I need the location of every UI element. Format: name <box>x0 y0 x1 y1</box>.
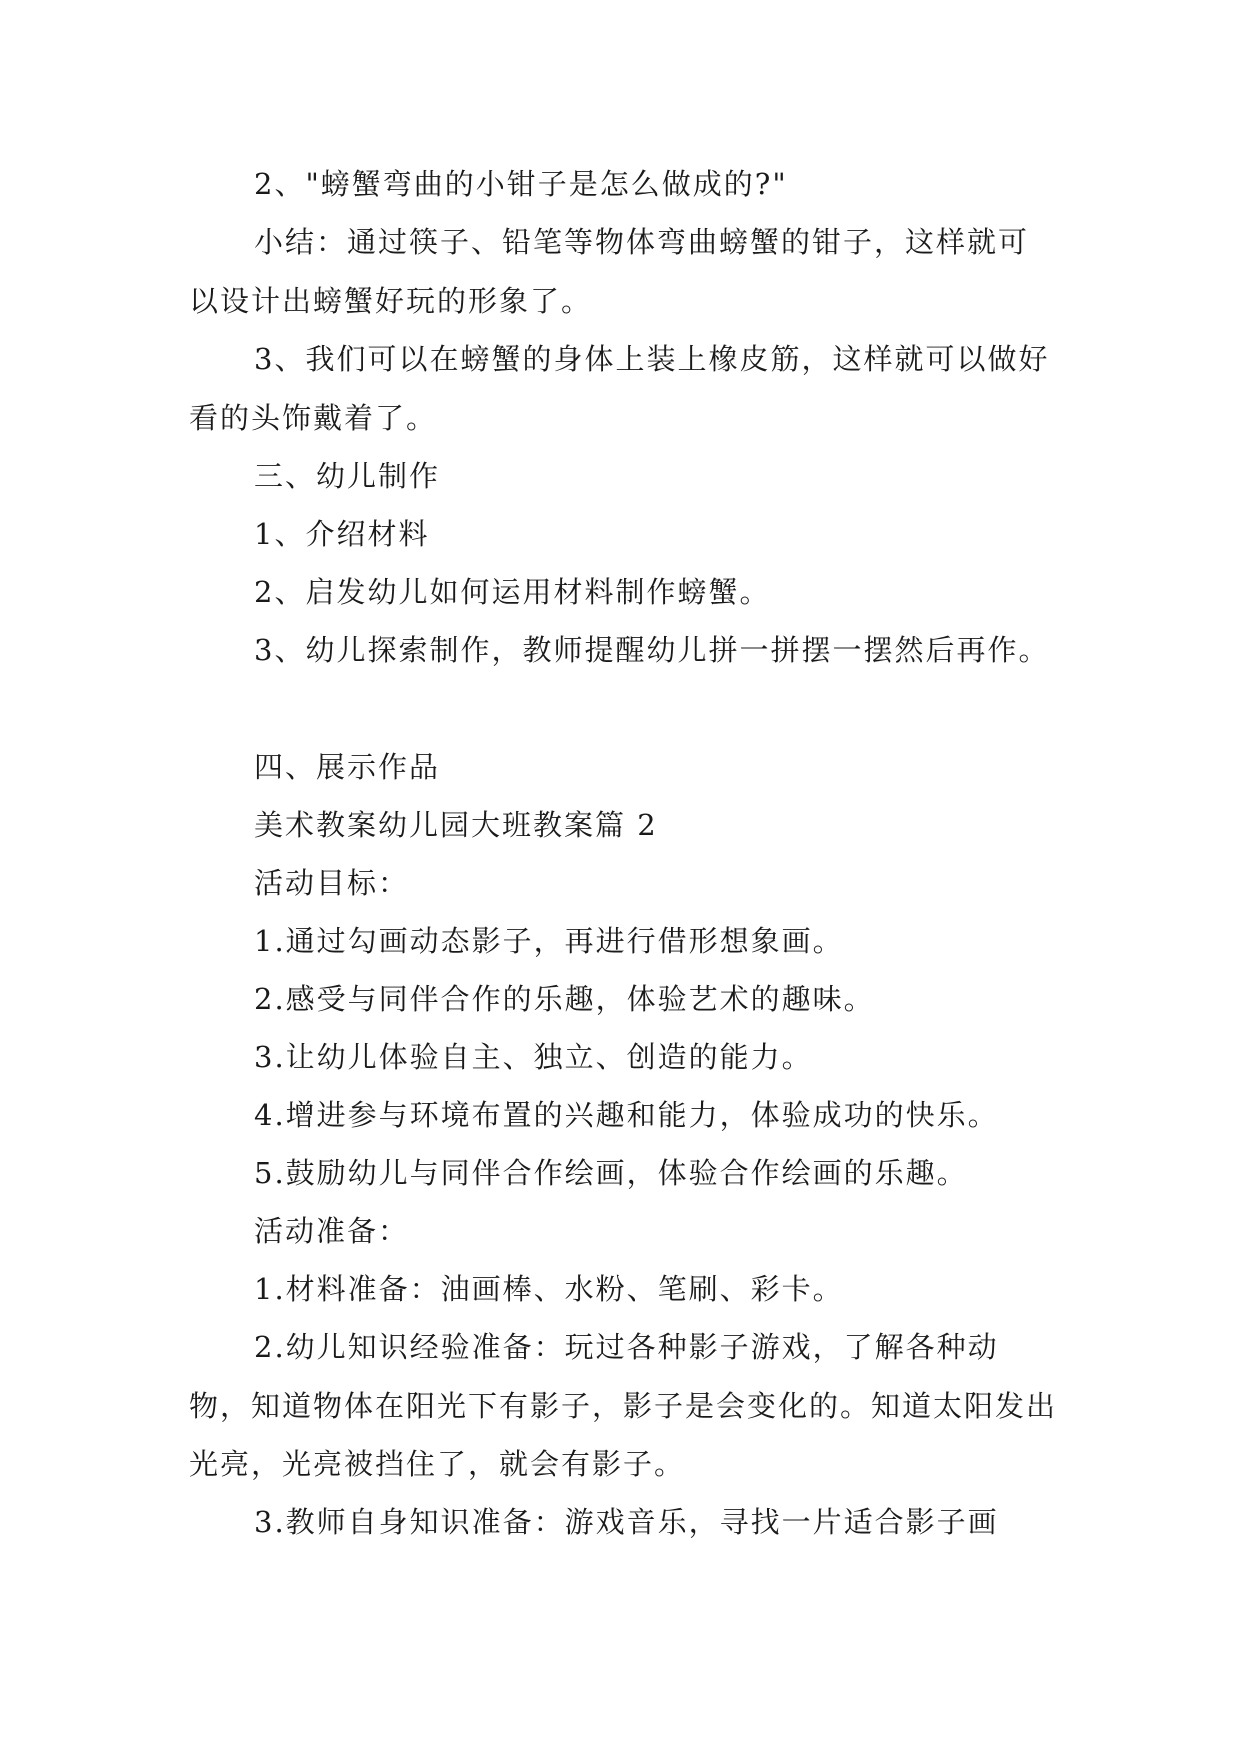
paragraph-crab-claw-question: 2、"螃蟹弯曲的小钳子是怎么做成的?" <box>254 167 788 201</box>
goal-item-3: 3.让幼儿体验自主、独立、创造的能力。 <box>254 1040 813 1074</box>
goal-item-1: 1.通过勾画动态影子，再进行借形想象画。 <box>254 924 844 958</box>
prep-item-3: 3.教师自身知识准备：游戏音乐，寻找一片适合影子画 <box>254 1505 999 1539</box>
goal-item-5: 5.鼓励幼儿与同伴合作绘画，体验合作绘画的乐趣。 <box>254 1156 968 1190</box>
prep-item-2: 2.幼儿知识经验准备：玩过各种影子游戏，了解各种动物，知道物体在阳光下有影子，影子是会变化的。知道太阳发出光亮，光亮被挡住了，就会有影子。 <box>189 1330 1058 1481</box>
prep-item-1: 1.材料准备：油画棒、水粉、笔刷、彩卡。 <box>254 1272 844 1306</box>
heading-activity-preparation: 活动准备： <box>254 1214 410 1248</box>
goal-item-4: 4.增进参与环境布置的兴趣和能力，体验成功的快乐。 <box>254 1098 999 1132</box>
paragraph-introduce-materials: 1、介绍材料 <box>254 517 430 551</box>
paragraph-inspire-children: 2、启发幼儿如何运用材料制作螃蟹。 <box>254 575 771 609</box>
paragraph-rubber-band: 3、我们可以在螃蟹的身体上装上橡皮筋，这样就可以做好看的头饰戴着了。 <box>189 342 1050 435</box>
section-heading-show-works: 四、展示作品 <box>254 750 441 784</box>
heading-activity-goals: 活动目标： <box>254 866 410 900</box>
paragraph-explore-making: 3、幼儿探索制作，教师提醒幼儿拼一拼摆一摆然后再作。 <box>254 633 1050 667</box>
lesson-title-2: 美术教案幼儿园大班教案篇 2 <box>254 808 658 842</box>
goal-item-2: 2.感受与同伴合作的乐趣，体验艺术的趣味。 <box>254 982 875 1016</box>
section-heading-making: 三、幼儿制作 <box>254 459 441 493</box>
paragraph-summary: 小结：通过筷子、铅笔等物体弯曲螃蟹的钳子，这样就可以设计出螃蟹好玩的形象了。 <box>189 225 1030 318</box>
